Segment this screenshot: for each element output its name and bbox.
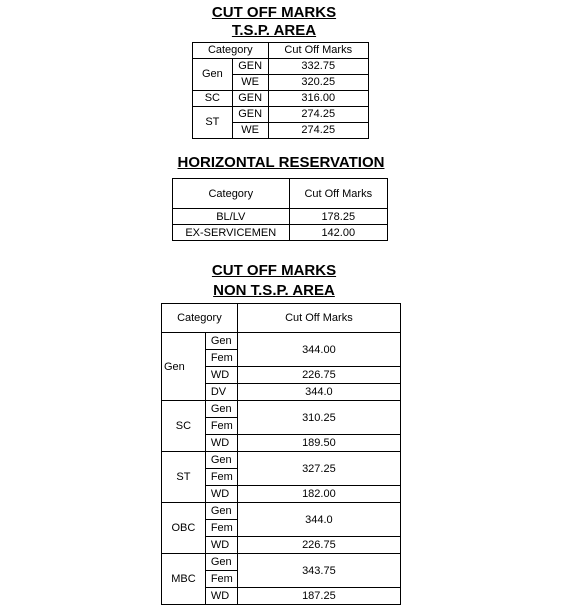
marks-cell: 182.00 [237, 486, 400, 503]
header-cut-off-marks: Cut Off Marks [237, 304, 400, 333]
non-tsp-cutoff-table [161, 303, 401, 605]
subcategory-cell: Fem [205, 469, 237, 486]
subcategory-cell: Gen [205, 452, 237, 469]
marks-cell: 189.50 [237, 435, 400, 452]
subcategory-cell: WE [232, 123, 268, 139]
tsp-cutoff-table [192, 42, 369, 139]
category-cell: Gen [162, 333, 206, 401]
table-row [173, 225, 388, 241]
subcategory-cell: WD [205, 486, 237, 503]
table-header-row [173, 179, 388, 209]
marks-cell: 344.00 [237, 333, 400, 367]
non-tsp-subtitle: NON T.S.P. AREA [213, 282, 335, 299]
subcategory-cell: WE [232, 75, 268, 91]
header-cut-off-marks: Cut Off Marks [268, 43, 368, 59]
subcategory-cell: Gen [205, 401, 237, 418]
marks-cell: 226.75 [237, 537, 400, 554]
table-row [162, 452, 401, 469]
marks-cell: 142.00 [289, 225, 387, 241]
header-category: Category [193, 43, 269, 59]
category-cell: MBC [162, 554, 206, 605]
subcategory-cell: Fem [205, 571, 237, 588]
category-cell: ST [162, 452, 206, 503]
subcategory-cell: Gen [205, 333, 237, 350]
subcategory-cell: WD [205, 537, 237, 554]
subcategory-cell: GEN [232, 91, 268, 107]
marks-cell: 274.25 [268, 107, 368, 123]
marks-cell: 274.25 [268, 123, 368, 139]
table-row [193, 107, 369, 123]
marks-cell: 226.75 [237, 367, 400, 384]
header-cut-off-marks: Cut Off Marks [289, 179, 387, 209]
subcategory-cell: Fem [205, 520, 237, 537]
table-row [193, 91, 369, 107]
table-row [162, 333, 401, 350]
non-tsp-title: CUT OFF MARKS [211, 262, 337, 279]
table-row [173, 209, 388, 225]
category-cell: SC [193, 91, 233, 107]
marks-cell: 344.0 [237, 384, 400, 401]
marks-cell: 343.75 [237, 554, 400, 588]
subcategory-cell: WD [205, 435, 237, 452]
category-cell: Gen [193, 59, 233, 91]
subcategory-cell: WD [205, 588, 237, 605]
header-category: Category [162, 304, 238, 333]
subcategory-cell: Fem [205, 350, 237, 367]
marks-cell: 316.00 [268, 91, 368, 107]
category-cell: SC [162, 401, 206, 452]
horizontal-reservation-table [172, 178, 388, 241]
tsp-subtitle: T.S.P. AREA [231, 22, 317, 39]
horizontal-reservation-title: HORIZONTAL RESERVATION [177, 154, 385, 171]
table-row [162, 401, 401, 418]
subcategory-cell: Gen [205, 503, 237, 520]
subcategory-cell: Fem [205, 418, 237, 435]
marks-cell: 332.75 [268, 59, 368, 75]
subcategory-cell: WD [205, 367, 237, 384]
marks-cell: 187.25 [237, 588, 400, 605]
marks-cell: 320.25 [268, 75, 368, 91]
marks-cell: 310.25 [237, 401, 400, 435]
category-cell: BL/LV [173, 209, 290, 225]
table-row [162, 503, 401, 520]
header-category: Category [173, 179, 290, 209]
marks-cell: 327.25 [237, 452, 400, 486]
subcategory-cell: GEN [232, 59, 268, 75]
table-row [193, 59, 369, 75]
subcategory-cell: GEN [232, 107, 268, 123]
category-cell: OBC [162, 503, 206, 554]
subcategory-cell: Gen [205, 554, 237, 571]
table-header-row [162, 304, 401, 333]
marks-cell: 178.25 [289, 209, 387, 225]
table-header-row [193, 43, 369, 59]
category-cell: EX-SERVICEMEN [173, 225, 290, 241]
category-cell: ST [193, 107, 233, 139]
tsp-title: CUT OFF MARKS [211, 4, 337, 21]
subcategory-cell: DV [205, 384, 237, 401]
table-row [162, 554, 401, 571]
marks-cell: 344.0 [237, 503, 400, 537]
